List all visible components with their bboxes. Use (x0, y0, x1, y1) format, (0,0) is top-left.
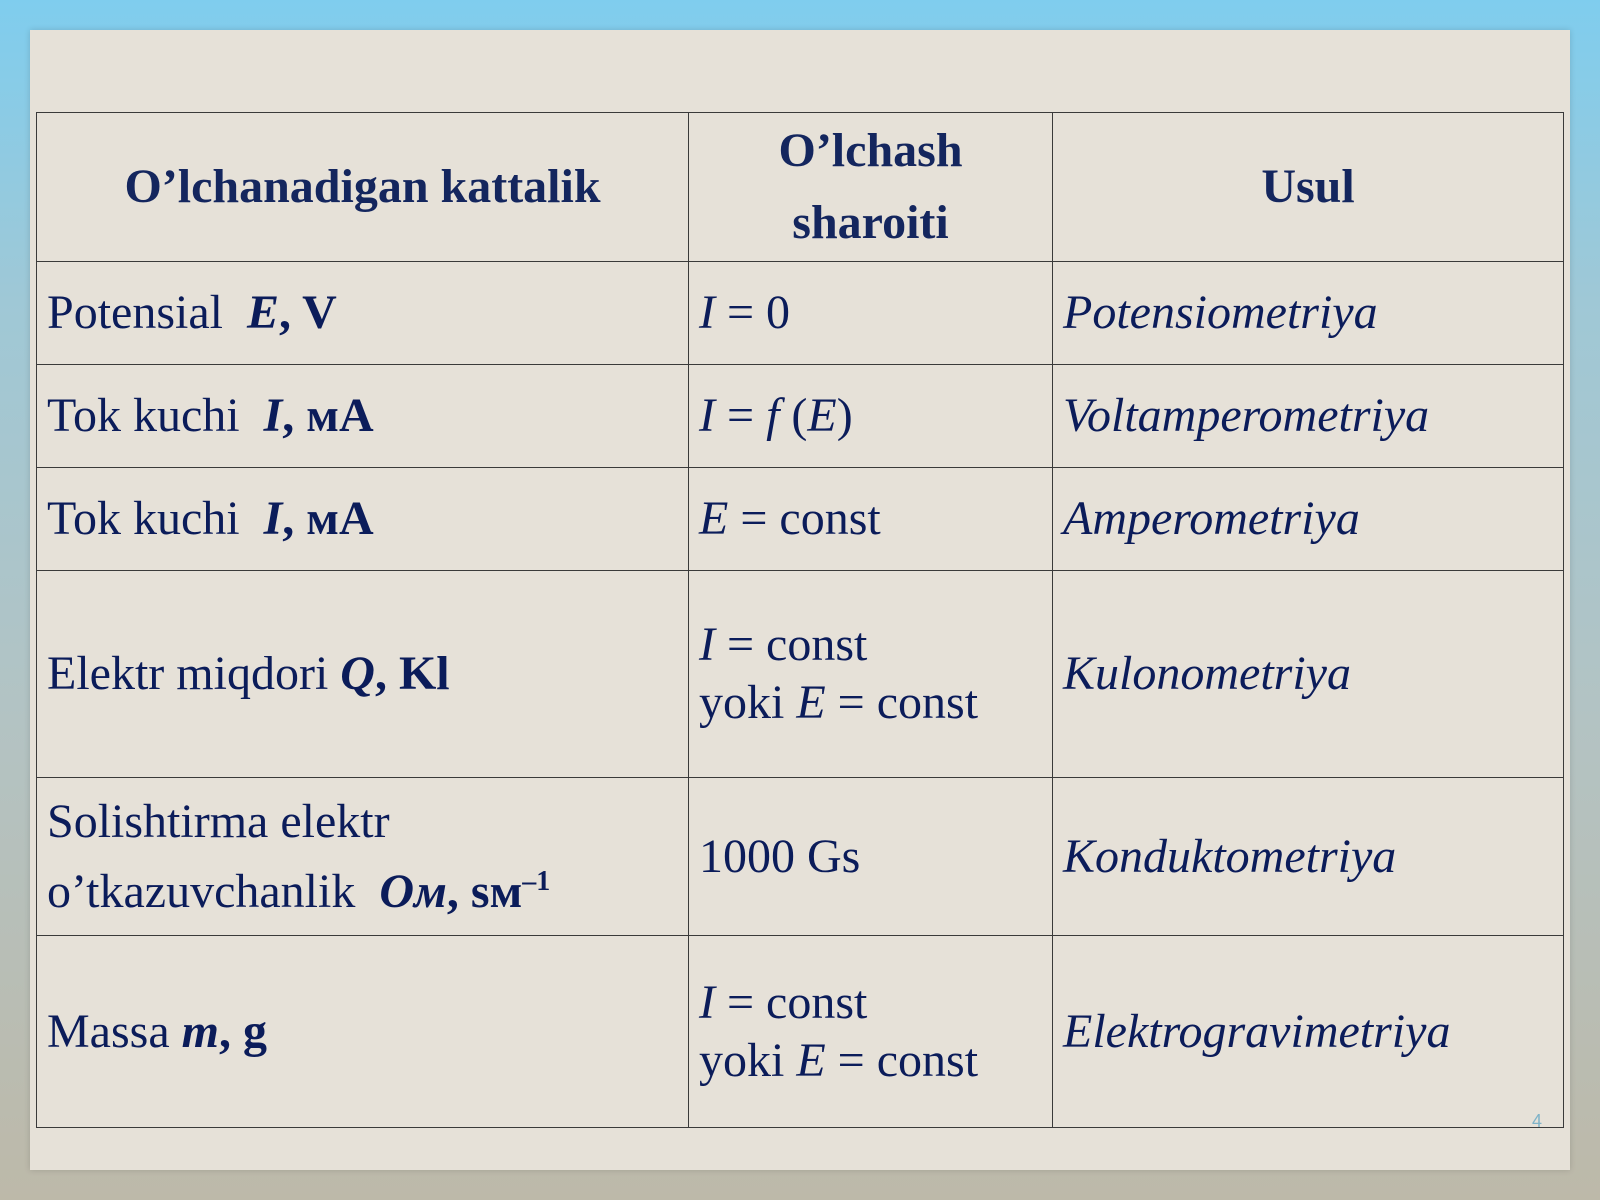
method-cell: Elektrogravimetriya (1053, 936, 1564, 1128)
quantity-cell (37, 570, 689, 777)
quantity-superscript: –1 (522, 865, 551, 897)
quantity-cell (37, 936, 689, 1128)
table-row (37, 570, 1564, 777)
quantity-symbol: m (181, 1004, 219, 1058)
method-cell: Amperometriya (1053, 467, 1564, 570)
condition-cell (689, 778, 1053, 936)
condition-rest: = (714, 389, 767, 443)
condition-rest: = const (714, 618, 868, 672)
condition-line (699, 1032, 1042, 1090)
quantity-symbol: E (247, 286, 280, 340)
quantity-text: Tok kuchi (47, 389, 240, 443)
condition-var: I (699, 286, 715, 340)
condition-rest: ( (779, 389, 808, 443)
header-condition (689, 113, 1053, 262)
condition-cell (689, 570, 1053, 777)
quantity-line (47, 857, 678, 927)
condition-rest: = const (728, 492, 881, 546)
condition-cell (689, 364, 1053, 467)
condition-rest: = const (825, 1033, 979, 1087)
condition-cell (689, 467, 1053, 570)
condition-line (699, 974, 1042, 1032)
quantity-cell (37, 778, 689, 936)
quantity-symbol: Ом (379, 864, 447, 918)
quantity-cell (37, 467, 689, 570)
quantity-unit: , V (279, 286, 337, 340)
quantity-unit: , Kl (374, 647, 450, 701)
condition-var: E (796, 1033, 826, 1087)
condition-rest: = 0 (714, 286, 791, 340)
condition-arg: E (807, 389, 837, 443)
table-row (37, 778, 1564, 936)
condition-prefix: yoki (699, 676, 797, 729)
condition-rest: ) (836, 389, 853, 443)
condition-rest: = const (825, 676, 979, 729)
condition-line (699, 674, 1042, 732)
table-row (37, 936, 1564, 1128)
quantity-text: Tok kuchi (47, 492, 240, 546)
header-quantity: O’lchanadigan kattalik (37, 113, 689, 262)
table-row (37, 261, 1564, 364)
table-row (37, 364, 1564, 467)
method-cell: Potensiometriya (1053, 261, 1564, 364)
condition-cell (689, 936, 1053, 1128)
condition-prefix: yoki (699, 1033, 797, 1087)
table-row (37, 467, 1564, 570)
quantity-cell (37, 261, 689, 364)
quantity-symbol: I (263, 389, 283, 443)
quantity-symbol: I (263, 492, 283, 546)
condition-rest: = const (714, 975, 868, 1029)
method-cell: Kulonometriya (1053, 570, 1564, 777)
quantity-cell (37, 364, 689, 467)
quantity-unit: , мА (282, 492, 374, 546)
quantity-text: Elektr miqdori (47, 647, 329, 701)
quantity-text: Massa (47, 1004, 170, 1058)
slide (30, 30, 1570, 1170)
quantity-unit: , g (219, 1004, 267, 1058)
quantity-symbol: Q (340, 647, 375, 701)
condition-var: I (699, 618, 715, 672)
quantity-unit: , sм (446, 864, 523, 918)
page-number: 4 (1531, 1111, 1542, 1131)
table-header-row (37, 113, 1564, 262)
condition-rest: 1000 Gs (699, 829, 861, 883)
method-cell: Konduktometriya (1053, 778, 1564, 936)
condition-cell (689, 261, 1053, 364)
condition-line (699, 616, 1042, 674)
methods-table (36, 112, 1564, 1128)
quantity-unit: , мА (282, 389, 374, 443)
condition-var: E (699, 492, 729, 546)
quantity-line: Solishtirma elektr (47, 795, 390, 848)
condition-var: I (699, 975, 715, 1029)
quantity-text: o’tkazuvchanlik (47, 864, 356, 918)
header-method: Usul (1053, 113, 1564, 262)
header-condition-text: O’lchash sharoiti (778, 123, 963, 249)
condition-func: f (766, 389, 780, 443)
condition-var: E (796, 676, 826, 729)
condition-var: I (699, 389, 715, 443)
method-cell: Voltamperometriya (1053, 364, 1564, 467)
quantity-text: Potensial (47, 286, 223, 340)
